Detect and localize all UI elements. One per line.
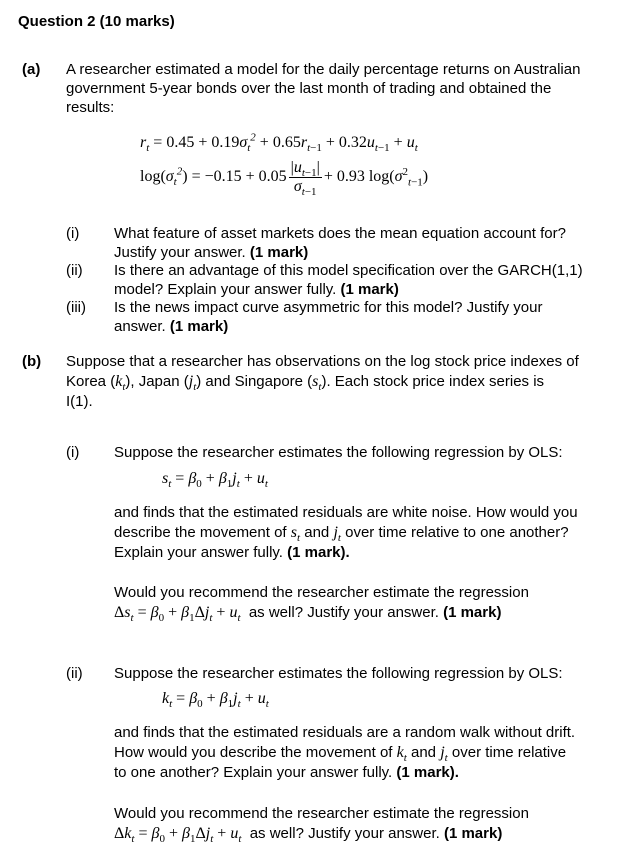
part-b-ii-rec-2 [114, 824, 503, 846]
part-b-ii-after-3-text: to one another? Explain your answer fully. [114, 764, 393, 781]
part-b-i-after-2-a: describe the movement of [114, 524, 291, 541]
part-b-i-after-3-text: Explain your answer fully. [114, 544, 283, 561]
part-a-ii-line-1: Is there an advantage of this model specification over the GARCH(1,1) [114, 262, 583, 279]
regression-s-on-j: $s_t = \beta_0 + \beta_1j_t + u_t$ [162, 470, 268, 491]
part-b-intro-text-c: ) and Singapore ( [196, 373, 313, 390]
part-a-iii-line-2 [114, 317, 228, 336]
question-title: Question 2 (10 marks) [18, 13, 175, 30]
part-a-ii-text: model? Explain your answer fully. [114, 281, 337, 298]
part-a-iii-label: (iii) [66, 299, 86, 316]
part-b-ii-label: (ii) [66, 665, 83, 682]
part-b-ii-line-1: Suppose the researcher estimates the following regression by OLS: [114, 665, 563, 682]
part-b-i-after-2-b: and [300, 524, 334, 541]
part-b-ii-rec-1: Would you recommend the researcher estimate the regression [114, 805, 529, 822]
part-a-i-line-1: What feature of asset markets does the mean equation account for? [114, 225, 566, 242]
part-a-i-label: (i) [66, 225, 80, 242]
part-b-intro-text-a: Korea ( [66, 373, 116, 390]
part-a-i-marks: (1 mark) [249, 244, 309, 261]
part-b-i-rec-1: Would you recommend the researcher estimate the regression [114, 584, 529, 601]
part-b-i-after-2-c: over time relative to one another? [340, 524, 569, 541]
part-b-i-after-3 [114, 543, 350, 562]
part-a-iii-marks: (1 mark) [169, 318, 229, 335]
part-b-ii-rec-2-text: as well? Justify your answer. [249, 825, 440, 842]
part-b-i-after-1: and finds that the estimated residuals are white noise. How would you [114, 504, 578, 521]
part-b-intro-text-d: ). Each stock price index series is [321, 373, 545, 390]
part-a-iii-text: answer. [114, 318, 166, 335]
part-a-i-line-2 [114, 243, 308, 262]
part-a-label: (a) [22, 61, 41, 78]
diff-regression-k: $\Delta k_t = \beta_0 + \beta_1\Delta j_t + u_t$ [114, 825, 242, 846]
part-a-intro-line-2: government 5-year bonds over the last month of trading and obtained the [66, 80, 552, 97]
part-b-ii-marks-1: (1 mark). [396, 764, 459, 781]
part-a-iii-line-1: Is the news impact curve asymmetric for this model? Justify your [114, 299, 543, 316]
part-b-i-marks-1: (1 mark). [287, 544, 350, 561]
mean-equation: $r_t = 0.45 + 0.19\sigma_t^2 + 0.65r_{t-1} + 0.32u_{t-1} + u_t$ [140, 131, 418, 155]
part-b-i-after-2: describe the movement of $s_t$ and $j_t$ over time relative to one another? [114, 524, 569, 545]
part-b-i-rec-2 [114, 603, 502, 625]
part-b-ii-after-2-b: and [406, 744, 441, 761]
part-b-i-rec-2-text: as well? Justify your answer. [248, 604, 439, 621]
part-b-ii-after-1: and finds that the estimated residuals are a random walk without drift. [114, 724, 576, 741]
part-b-intro-line-3: I(1). [66, 393, 93, 410]
part-a-ii-line-2 [114, 280, 399, 299]
part-b-intro-text-b: ), Japan ( [125, 373, 189, 390]
diff-regression-s: $\Delta s_t = \beta_0 + \beta_1\Delta j_t + u_t$ [114, 604, 241, 625]
part-b-i-line-1: Suppose the researcher estimates the following regression by OLS: [114, 444, 563, 461]
part-b-label: (b) [22, 353, 42, 370]
part-b-intro-line-2: Korea $(k_t)$, Japan $(j_t)$ and Singapore $(s_t)$. Each stock price index series is [66, 373, 545, 394]
part-b-ii-after-2: How would you describe the movement of $k_t$ and $j_t$ over time relative [114, 744, 567, 765]
part-b-ii-after-2-c: over time relative [447, 744, 567, 761]
part-b-intro-line-1: Suppose that a researcher has observations on the log stock price indexes of [66, 353, 579, 370]
part-a-i-text: Justify your answer. [114, 244, 246, 261]
regression-k-on-j: $k_t = \beta_0 + \beta_1j_t + u_t$ [162, 690, 269, 711]
part-b-i-marks-2: (1 mark) [443, 604, 502, 621]
part-a-intro-line-1: A researcher estimated a model for the daily percentage returns on Australian [66, 61, 581, 78]
part-b-i-label: (i) [66, 444, 80, 461]
variance-equation: $\log(\sigma_t^2) = -0.15 + 0.05$ $\frac{|u_{t-1}|}{\sigma_{t-1}}$ + 0.93 $\log(\sigma^2_{t-1})$ [140, 159, 429, 199]
part-a-ii-marks: (1 mark) [340, 281, 399, 298]
part-b-ii-after-2-a: How would you describe the movement of [114, 744, 397, 761]
part-a-intro-line-3: results: [66, 99, 115, 116]
part-a-ii-label: (ii) [66, 262, 83, 279]
part-b-ii-marks-2: (1 mark) [443, 825, 503, 842]
part-b-ii-after-3 [114, 763, 459, 782]
